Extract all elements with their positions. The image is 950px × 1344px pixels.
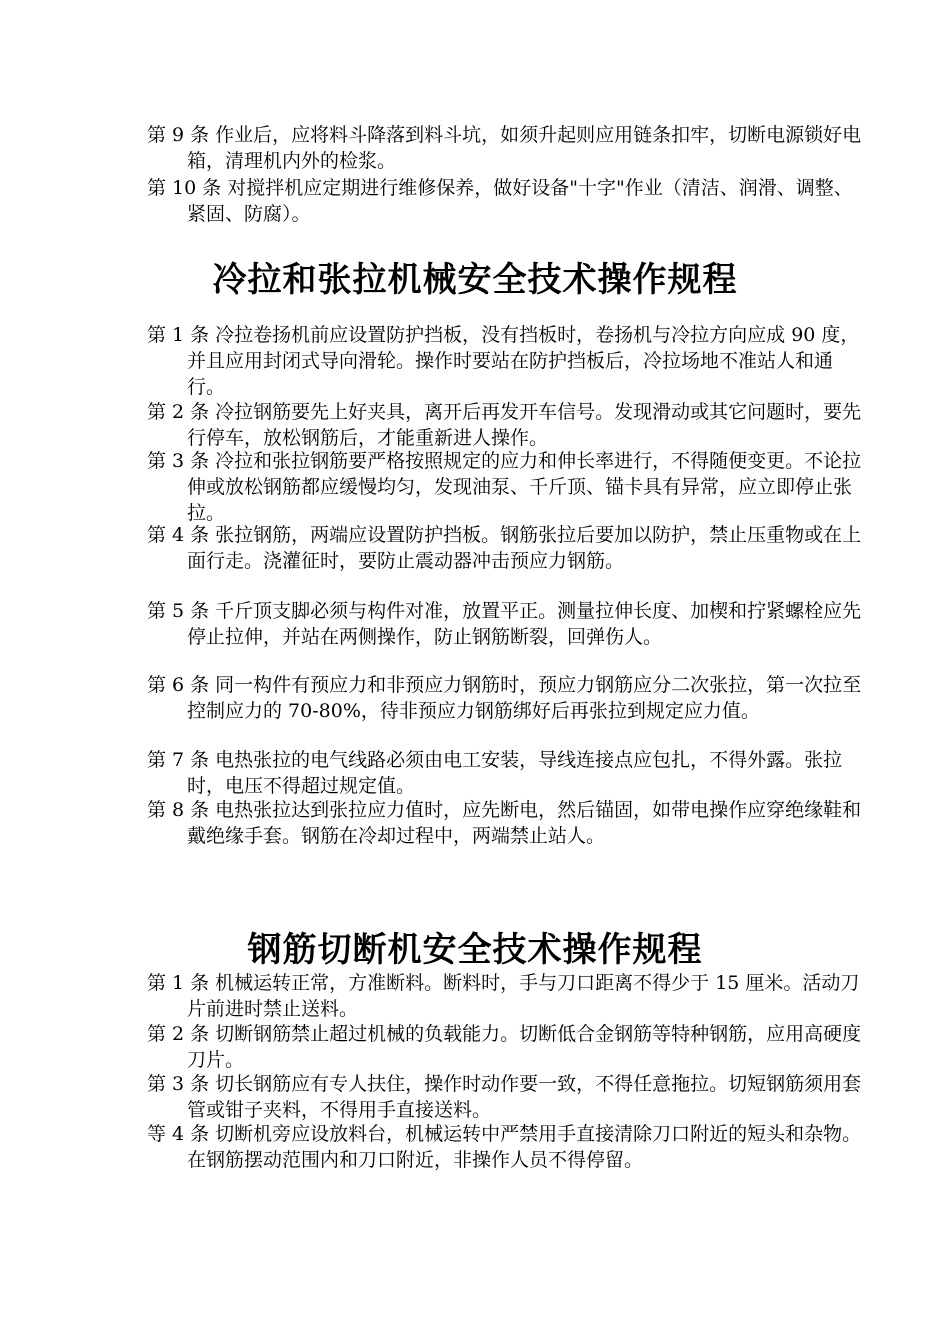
clause-number: 第 8 条	[147, 799, 210, 821]
clause-top-10	[147, 175, 867, 227]
s2-clause-2	[147, 1021, 867, 1073]
clause-text: 冷拉钢筋要先上好夹具，离开后再发开车信号。发现滑动或其它问题时，要先行停车，放松钢筋后，才能重新进人操作。	[187, 401, 862, 449]
clause-number: 第 3 条	[147, 1073, 210, 1095]
clause-text: 切断钢筋禁止超过机械的负载能力。切断低合金钢筋等特种钢筋，应用高硬度刀片。	[187, 1023, 862, 1071]
s1-clause-2	[147, 399, 867, 451]
clause-text: 作业后，应将料斗降落到料斗坑，如须升起则应用链条扣牢，切断电源锁好电箱，清理机内外的检浆。	[187, 124, 862, 172]
clause-text: 同一构件有预应力和非预应力钢筋时，预应力钢筋应分二次张拉，第一次拉至控制应力的 70-80%，待非预应力钢筋绑好后再张拉到规定应力值。	[187, 674, 862, 722]
clause-number: 第 10 条	[147, 177, 222, 199]
clause-text: 切长钢筋应有专人扶住，操作时动作要一致，不得任意拖拉。切短钢筋须用套管或钳子夹料，不得用手直接送料。	[187, 1073, 862, 1121]
s2-clause-3	[147, 1071, 867, 1123]
clause-number: 第 2 条	[147, 1023, 210, 1045]
clause-number: 第 6 条	[147, 674, 210, 696]
clause-text: 对搅拌机应定期进行维修保养，做好设备"十字"作业（清洁、润滑、调整、紧固、防腐）。	[187, 177, 853, 225]
s1-clause-6	[147, 672, 867, 724]
clause-text: 千斤顶支脚必须与构件对准，放置平正。测量拉伸长度、加楔和拧紧螺栓应先停止拉伸，并站在两侧操作，防止钢筋断裂，回弹伤人。	[187, 600, 862, 648]
section1-title: 冷拉和张拉机械安全技术操作规程	[212, 260, 738, 300]
clause-text: 电热张拉的电气线路必须由电工安装，导线连接点应包扎，不得外露。张拉时，电压不得超过规定值。	[187, 749, 843, 797]
clause-text: 切断机旁应设放料台，机械运转中严禁用手直接清除刀口附近的短头和杂物。在钢筋摆动范围内和刀口附近，非操作人员不得停留。	[187, 1123, 862, 1171]
clause-number: 第 3 条	[147, 450, 210, 472]
clause-number: 第 2 条	[147, 401, 210, 423]
s1-clause-8	[147, 797, 867, 849]
s1-clause-4	[147, 522, 867, 574]
clause-text: 机械运转正常，方准断料。断料时，手与刀口距离不得少于 15 厘米。活动刀片前进时禁止送料。	[187, 972, 860, 1020]
section2-title: 钢筋切断机安全技术操作规程	[247, 930, 703, 970]
clause-number: 第 5 条	[147, 600, 210, 622]
clause-text: 冷拉卷扬机前应设置防护挡板，没有挡板时，卷扬机与冷拉方向应成 90 度，并且应用封闭式导向滑轮。操作时要站在防护挡板后，冷拉场地不准站人和通行。	[187, 324, 860, 398]
clause-number: 第 1 条	[147, 324, 210, 346]
s2-clause-4	[147, 1121, 867, 1173]
clause-top-9	[147, 122, 867, 174]
clause-number: 第 1 条	[147, 972, 210, 994]
s1-clause-3	[147, 448, 867, 526]
s1-clause-1	[147, 322, 867, 400]
clause-number: 等 4 条	[147, 1123, 210, 1145]
s2-clause-1	[147, 970, 867, 1022]
clause-text: 冷拉和张拉钢筋要严格按照规定的应力和伸长率进行，不得随便变更。不论拉伸或放松钢筋都应缓慢均匀，发现油泵、千斤顶、锚卡具有异常，应立即停止张拉。	[187, 450, 862, 524]
s1-clause-5	[147, 598, 867, 650]
clause-number: 第 7 条	[147, 749, 210, 771]
clause-number: 第 4 条	[147, 524, 210, 546]
s1-clause-7	[147, 747, 867, 799]
clause-text: 张拉钢筋，两端应设置防护挡板。钢筋张拉后要加以防护，禁止压重物或在上面行走。浇灌征时，要防止震动器冲击预应力钢筋。	[187, 524, 862, 572]
clause-text: 电热张拉达到张拉应力值时，应先断电，然后锚固，如带电操作应穿绝缘鞋和戴绝缘手套。钢筋在冷却过程中，两端禁止站人。	[187, 799, 862, 847]
clause-number: 第 9 条	[147, 124, 210, 146]
